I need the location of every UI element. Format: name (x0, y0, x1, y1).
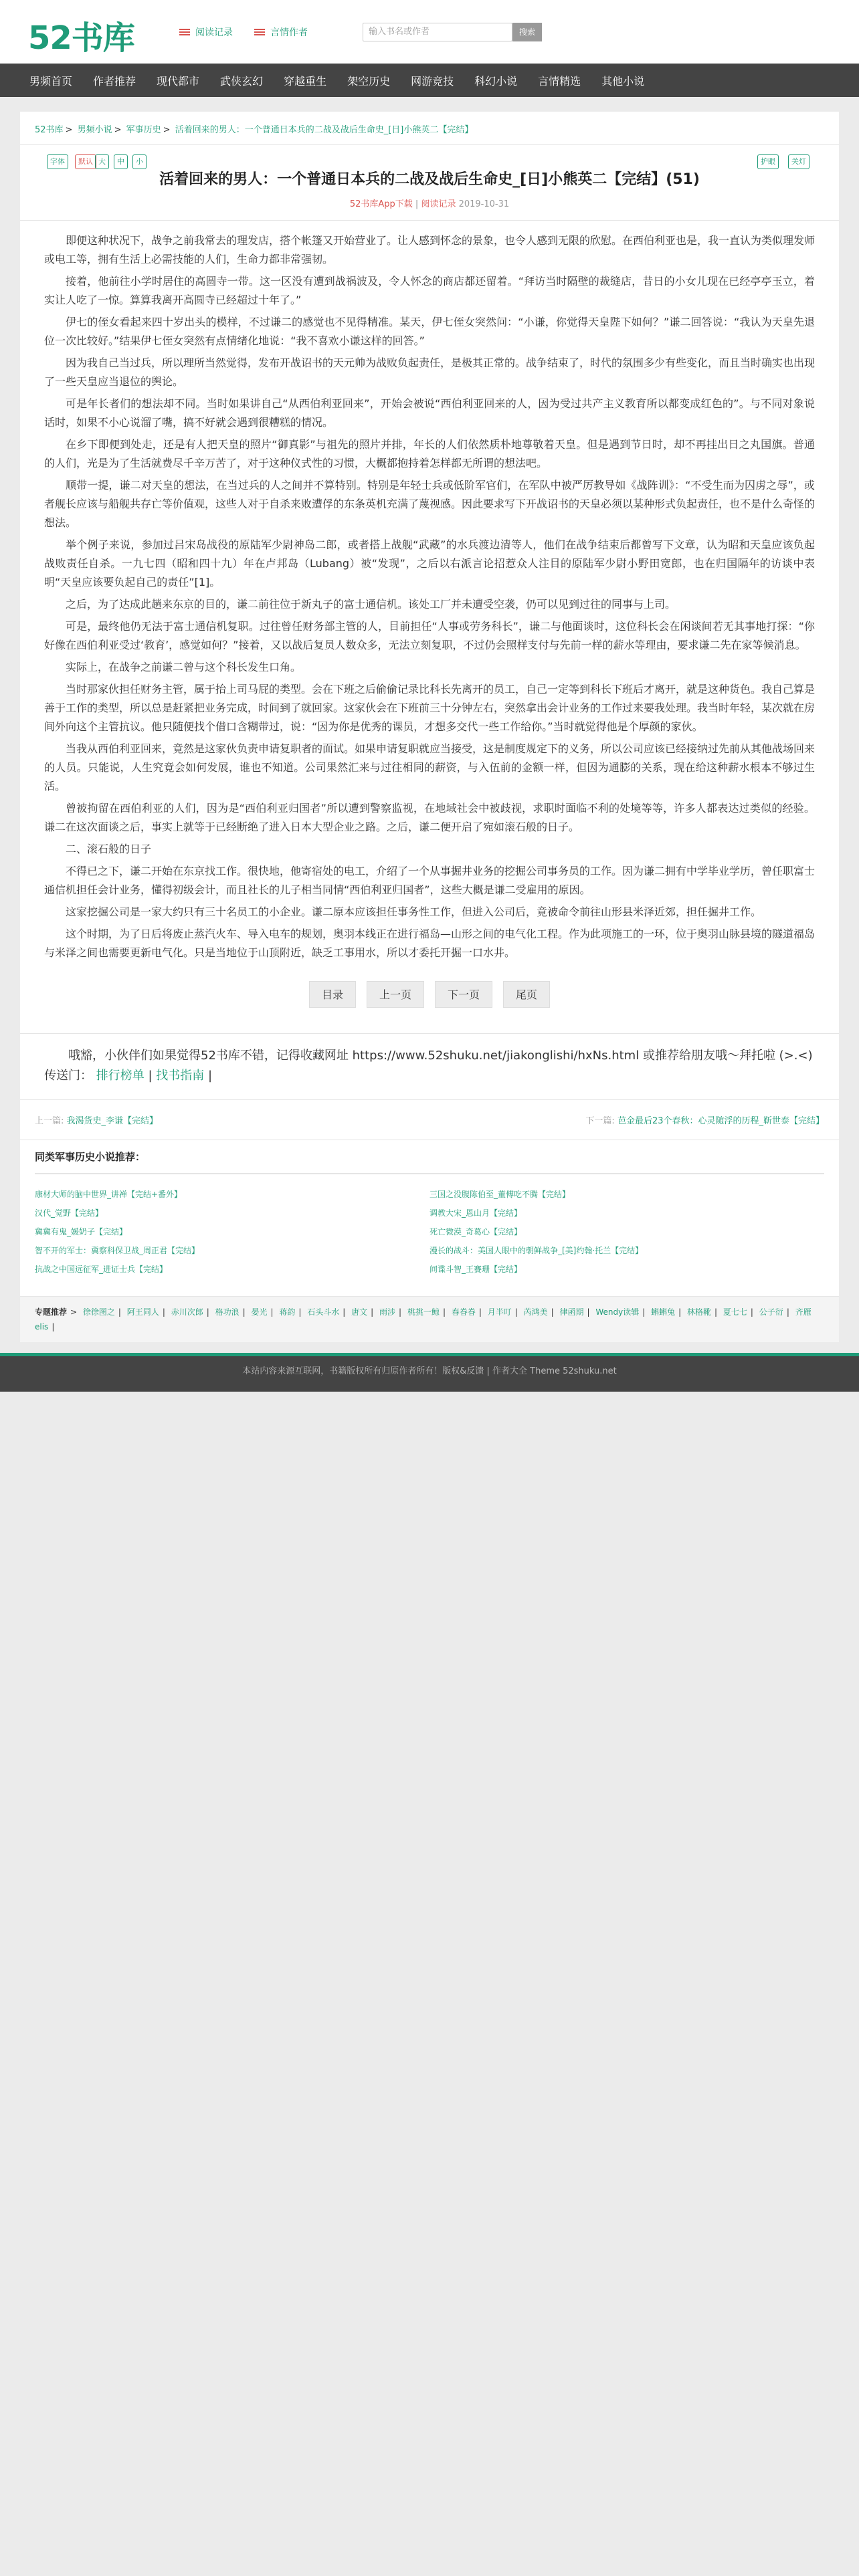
paragraph: 当我从西伯利亚回来，竟然是这家伙负责申请复职者的面试。如果申请复职就应当接受，这是制度规定下的义务，所以公司应该已经接纳过先前从其他战场回来的人员。只能说，人生究竟会如何发展，谁也不知道。公司果然汇来与过往相同的薪资，与入伍前的金额一样，但因为通膨的关系，现在给这种薪水根本不够过生活。 (44, 742, 816, 792)
toc-button[interactable]: 目录 (309, 981, 356, 1008)
recommend-link[interactable]: 康材大师的脑中世界_讲禅【完结+番外】 (35, 1190, 183, 1199)
list-item (430, 1244, 824, 1256)
breadcrumb-home[interactable]: 52书库 (35, 125, 64, 135)
recommend-link[interactable]: 智不开的军士：冀察科保卫战_周正君【完结】 (35, 1246, 200, 1255)
recommend-section (20, 1140, 839, 1296)
read-history-label: 阅读记录 (195, 27, 233, 38)
portal-links: 传送门： 排行榜单 | 找书指南 | (44, 1069, 213, 1083)
nav-item[interactable]: 言情精选 (538, 74, 581, 88)
list-item (35, 1206, 430, 1218)
paragraph: 接着，他前往小学时居住的高圆寺一带。这一区没有遭到战祸波及，令人怀念的商店都还留着。“拜访当时隔壁的裁缝店，昔日的小女儿现在已经亭亭玉立，着实让人吃了一惊。算算我离开高圆寺已经超过十年了。” (44, 275, 815, 306)
default-size-button[interactable]: 默认 (75, 154, 96, 169)
topic-link[interactable]: 春眷眷 (451, 1307, 476, 1317)
recommend-heading: 同类军事历史小说推荐： (35, 1150, 824, 1174)
topic-link[interactable]: 徐徐图之 (82, 1307, 115, 1317)
chapter-pager (44, 981, 815, 1008)
paragraph: 当时那家伙担任财务主管，属于抬上司马屁的类型。会在下班之后偷偷记录比科长先离开的员工，自己一定等到科长下班后才离开，就是这种货色。我自己算是善于工作的类型，所以总是赶紧把业务完成，时间到了就回家。这家伙会在下班前三十分钟左右，突然拿出会计业务的工作过来要我处理。我当时年轻，某次就在房间外向这个主管抗议。他只随便找个借口含糊带过，说：“因为你是优秀的课员，才想多交代一些工作给你。”当时就觉得他是个厚颜的家伙。 (44, 683, 816, 733)
night-mode-button[interactable]: 关灯 (788, 154, 809, 169)
search-input[interactable]: 输入书名或作者 (363, 23, 512, 41)
topic-link[interactable]: Wendy读辑 (595, 1307, 640, 1317)
paragraph: 曾被拘留在西伯利亚的人们，因为是“西伯利亚归国者”所以遭到警察监视，在地域社会中被歧视，求职时面临不利的处境等等，许多人都表达过类似的经验。谦二在这次面谈之后，事实上就等于已经断绝了进入日本大型企业之路。之后，谦二便开启了宛如滚石般的日子。 (44, 802, 815, 833)
nav-item[interactable]: 其他小说 (601, 74, 645, 88)
last-page-button[interactable]: 尾页 (503, 981, 550, 1008)
publish-date: 2019-10-31 (458, 199, 510, 209)
nav-item[interactable]: 网游竞技 (411, 74, 454, 88)
recommend-link[interactable]: 间谍斗智_王賽珊【完结】 (430, 1265, 522, 1274)
topic-link[interactable]: 桃挑一鲸 (407, 1307, 440, 1317)
recommend-link[interactable]: 汉代_觉野【完结】 (35, 1208, 104, 1218)
eye-care-button[interactable]: 护眼 (757, 154, 779, 169)
paragraph: 这家挖掘公司是一家大约只有三十名员工的小企业。谦二原本应该担任事务性工作，但进入公司后，竟被命令前往山形县米泽近郊，担任掘井工作。 (66, 905, 762, 918)
topic-link[interactable]: 公子衍 (759, 1307, 783, 1317)
nav-item[interactable]: 武侠玄幻 (220, 74, 264, 88)
topic-tags: 专题推荐 > 徐徐图之 | 阿王同人 | 赤川次郎 | 格功浪 | 晏光 | 蒋韵 | 石头斗水 | 唐文 | 雨涉 | 桃挑一鲸 | 春眷眷 | 月半叮 | 芮鸿美 | 律函期 | Wendy读辑 | 蝌蝌兔 | 林格靴 | 夏七七 | 公子衍 | 齐雁elis | (20, 1296, 839, 1342)
prev-next-nav (20, 1099, 839, 1140)
prev-book-link[interactable]: 我渴货史_李谦【完结】 (66, 1116, 159, 1126)
list-item (430, 1188, 824, 1200)
list-item (35, 1188, 430, 1200)
breadcrumb-book[interactable]: 活着回来的男人：一个普通日本兵的二战及战后生命史_[日]小熊英二【完结】 (175, 125, 474, 135)
nav-item[interactable]: 科幻小说 (474, 74, 518, 88)
site-header (0, 0, 859, 64)
history-link[interactable]: 阅读记录 (421, 199, 456, 209)
article-container (20, 112, 839, 1342)
paragraph: 实际上，在战争之前谦二曾与这个科长发生口角。 (66, 661, 302, 673)
large-size-button[interactable]: 大 (95, 154, 109, 169)
list-item (430, 1225, 824, 1237)
nav-item[interactable]: 架空历史 (347, 74, 391, 88)
topics-label: 专题推荐 (35, 1307, 68, 1317)
list-item (430, 1206, 824, 1218)
topic-link[interactable]: 律函期 (559, 1307, 584, 1317)
topic-link[interactable]: 蝌蝌兔 (651, 1307, 676, 1317)
guide-link[interactable]: 找书指南 (156, 1069, 205, 1083)
topic-link[interactable]: 格功浪 (215, 1307, 240, 1317)
chapter-meta: 52书库App下载 | 阅读记录 2019-10-31 (349, 199, 510, 209)
paragraph: 举个例子来说，参加过吕宋岛战役的原陆军少尉神岛二郎，或者搭上战舰“武藏”的水兵渡边清等人，他们在战争结束后都曾写下文章，认为昭和天皇应该负起战败责任自杀。一九七四（昭和四十九）年在卢邦岛（Lubang）被“发现”，之后以右派言论招惹众人注目的原陆军少尉小野田宽郎，也在归国隔年的访谈中表明“天皇应该要负起自己的责任”[1]。 (44, 538, 815, 588)
paragraph: 这个时期，为了日后将废止蒸汽火车、导入电车的规划，奥羽本线正在进行福岛—山形之间的电气化工程。作为此项施工的一环，位于奥羽山脉县境的隧道福岛与米泽之间也需要更新电气化。只是当地位于山顶附近，缺乏工事用水，所以才委托开掘一口水井。 (44, 928, 816, 959)
paragraph: 不得已之下，谦二开始在东京找工作。很快地，他寄宿处的电工，介绍了一个从事掘井业务的挖掘公司事务员的工作。因为谦二拥有中学毕业学历，曾任职富士通信机担任会计业务，懂得初级会计，而且社长的儿子相当同情“西伯利亚归国者”，这些大概是谦二受雇用的原因。 (44, 865, 816, 896)
breadcrumb: 52书库 > 男频小说 > 军事历史 > 活着回来的男人：一个普通日本兵的二战及战后生命史_[日]小熊英二【完结】 (20, 112, 839, 145)
small-size-button[interactable]: 小 (132, 154, 147, 169)
section-heading: 二、滚石般的日子 (66, 843, 152, 855)
medium-size-button[interactable]: 中 (114, 154, 128, 169)
list-item (35, 1244, 430, 1256)
rank-link[interactable]: 排行榜单 (96, 1069, 145, 1083)
list-item (430, 1263, 824, 1275)
topic-link[interactable]: 林格靴 (687, 1307, 712, 1317)
paragraph: 顺带一提，谦二对天皇的想法，在当过兵的人之间并不算特别。特别是年轻士兵或低阶军官们，在军队中被严厉教导如《战阵训》：“不受生而为囚虏之辱”，或者舰长应该与船舰共存亡等价值观，这些人对于自杀来败遭俘的东条英机充满了蔑视感。因此要求写下开战诏书的天皇必须以某种形式负起责任，也不是什么奇怪的想法。 (44, 479, 816, 529)
reader-controls (20, 145, 839, 172)
topic-link[interactable]: 雨涉 (379, 1307, 396, 1317)
list-item (35, 1225, 430, 1237)
nav-item[interactable]: 男频首页 (29, 74, 73, 88)
topic-link[interactable]: 晏光 (251, 1307, 268, 1317)
topic-link[interactable]: 月半叮 (487, 1307, 512, 1317)
paragraph: 可是年长者们的想法却不同。当时如果讲自己“从西伯利亚回来”，开始会被说“西伯利亚回来的人，因为受过共产主义教育所以都变成红色的”。与不同对象说话时，如果不小心说溜了嘴，搞不好就会遇到很糟糕的情况。 (44, 397, 815, 429)
next-book-link[interactable]: 芭金最后23个春秋：心灵随浮的历程_靳世泰【完结】 (617, 1116, 824, 1126)
topic-link[interactable]: 阿王同人 (126, 1307, 159, 1317)
next-page-button[interactable]: 下一页 (435, 981, 492, 1008)
topic-link[interactable]: 夏七七 (723, 1307, 747, 1317)
topic-link[interactable]: 蒋韵 (279, 1307, 296, 1317)
paragraph: 之后，为了达成此趟来东京的目的，谦二前往位于新丸子的富士通信机。该处工厂并未遭受空袭，仍可以见到过往的同事与上司。 (66, 598, 676, 611)
recommend-link[interactable]: 三国之没腹陈伯至_董傅吃不腾【完结】 (430, 1190, 571, 1199)
favorite-authors-label: 言情作者 (270, 27, 308, 38)
portal-label: 传送门： (44, 1069, 92, 1083)
paragraph: 在乡下即便到处走，还是有人把天皇的照片“御真影”与祖先的照片并排，年长的人们依然质朴地尊敬着天皇。但是遇到节日时，却不再挂出日之丸国旗。普通的人们，光是为了生活就费尽千辛万苦了，对于这种仪式性的习惯，大概都抱持着怎样都无所谓的想法吧。 (44, 438, 815, 469)
main-nav (0, 64, 859, 97)
nav-item[interactable]: 现代都市 (157, 74, 200, 88)
note-text: 哦豁，小伙伴们如果觉得52书库不错，记得收藏网址 https://www.52shuku.net/jiakonglishi/hxNs.html 或推荐给朋友哦～拜托啦 (>.<) (68, 1049, 813, 1063)
list-icon (179, 27, 190, 37)
paragraph: 可是，最终他仍无法于富士通信机复职。过往曾任财务部主管的人，目前担任“人事或劳务科长”，谦二与他面谈时，这位科长会在闲谈间若无其事地打探：“你好像在西伯利亚受过‘教育’，感觉如何？”接着，又以战后复员人数众多，无法立刻复职，不过仍会照样支付与先前一样的薪水等理由，要求谦二先在家等候消息。 (44, 620, 815, 651)
breadcrumb-category[interactable]: 男频小说 (77, 125, 112, 135)
recommend-link[interactable]: 漫长的战斗：美国人眼中的朝鲜战争_[美]约翰·托兰【完结】 (430, 1246, 644, 1255)
favorite-authors-link[interactable] (254, 25, 308, 39)
topic-link[interactable]: 石头斗水 (307, 1307, 340, 1317)
topic-link[interactable]: 赤川次郎 (171, 1307, 203, 1317)
breadcrumb-subcategory[interactable]: 军事历史 (126, 125, 161, 135)
topic-link[interactable]: 芮鸿美 (523, 1307, 548, 1317)
prev-page-button[interactable]: 上一页 (367, 981, 424, 1008)
nav-item[interactable]: 作者推荐 (93, 74, 136, 88)
list-icon (254, 27, 265, 37)
search-button[interactable]: 搜索 (512, 23, 542, 41)
recommend-link[interactable]: 抗战之中国远征军_进证士兵【完结】 (35, 1265, 168, 1274)
topic-link[interactable]: 唐文 (351, 1307, 368, 1317)
recommend-link[interactable]: 冀冀有鬼_媛奶子【完结】 (35, 1227, 128, 1237)
paragraph: 因为我自己当过兵，所以理所当然觉得，发布开战诏书的天元帅为战败负起责任，是极其正常的。战争结束了，时代的氛围多少有些变化，而且当时确实也出现了一些天皇应当退位的舆论。 (44, 356, 816, 388)
site-footer: 本站内容来源互联网，书籍版权所有归原作者所有！版权&反馈 | 作者大全 Theme 52shuku.net (0, 1353, 859, 1392)
paragraph: 即便这种状况下，战争之前我常去的理发店，搭个帐篷又开始营业了。让人感到怀念的景象，也令人感到无限的欣慰。在西伯利亚也是，我一直认为类似理发师或电工等，拥有生活上必需技能的人们，生命力都非常强韧。 (44, 234, 816, 265)
chapter-content (20, 221, 839, 1008)
recommend-link[interactable]: 调教大宋_恩山月【完结】 (430, 1208, 522, 1218)
paragraph: 伊七的侄女看起来四十岁出头的模样，不过谦二的感觉也不见得精准。某天，伊七侄女突然问：“小谦，你觉得天皇陛下如何？”谦二回答说：“我认为天皇先退位一次比较好。”结果伊七侄女突然有点情绪化地说：“我不喜欢小谦这样的回答。” (44, 316, 815, 347)
read-history-link[interactable] (179, 25, 233, 39)
site-logo[interactable]: 52书库 (28, 19, 134, 57)
bookmark-note (20, 1033, 839, 1099)
font-button[interactable]: 字体 (47, 154, 68, 169)
recommend-list (35, 1174, 824, 1287)
nav-item[interactable]: 穿越重生 (284, 74, 327, 88)
topic-link[interactable]: 齐雁elis (35, 1307, 812, 1331)
chapter-title: 活着回来的男人：一个普通日本兵的二战及战后生命史_[日]小熊英二【完结】(51) (159, 171, 700, 188)
recommend-link[interactable]: 死亡微漠_奇葛心【完结】 (430, 1227, 522, 1237)
app-download-link[interactable]: 52书库App下载 (349, 199, 413, 209)
list-item (35, 1263, 430, 1275)
next-label: 下一篇: (585, 1116, 615, 1126)
prev-label: 上一篇: (35, 1116, 64, 1126)
